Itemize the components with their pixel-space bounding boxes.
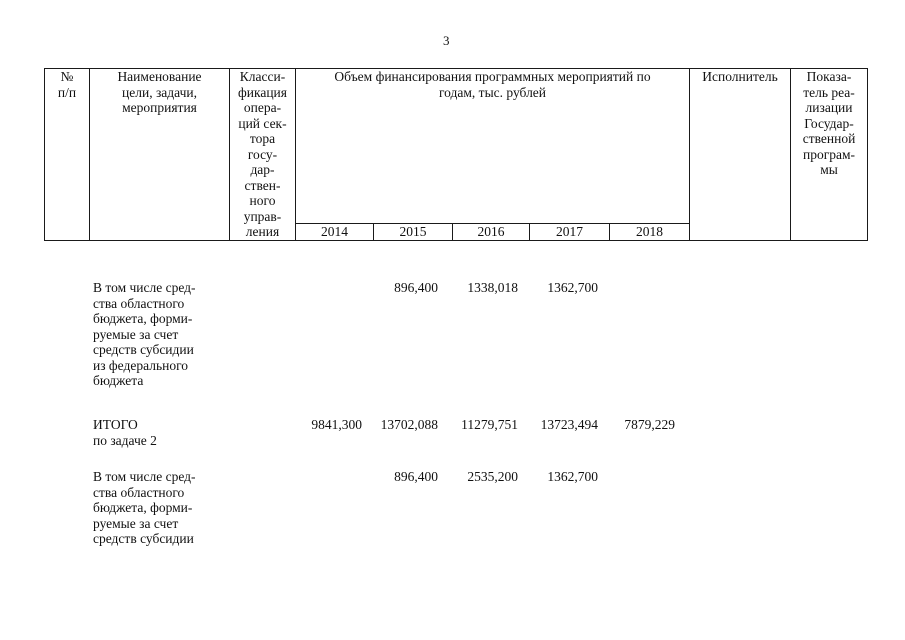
row1-value-2016: 1338,018 — [467, 280, 518, 295]
row-label-subsidy-1: В том числе сред- ства областного бюджета, форми- руемые за счет средств субсидии из федерального бюджета — [93, 280, 196, 388]
row2-value-2016: 11279,751 — [461, 417, 518, 432]
header-year-2015: 2015 — [374, 224, 453, 241]
header-col-name: Наименование цели, задачи, мероприятия — [90, 69, 230, 241]
row2-value-2017: 13723,494 — [540, 417, 598, 432]
row1-value-2017: 1362,700 — [547, 280, 598, 295]
header-year-2017: 2017 — [530, 224, 610, 241]
row3-value-2016: 2535,200 — [467, 469, 518, 484]
header-col-number: № п/п — [45, 69, 90, 241]
header-year-2014: 2014 — [296, 224, 374, 241]
row2-value-2015: 13702,088 — [380, 417, 438, 432]
header-year-2018: 2018 — [610, 224, 690, 241]
row3-value-2017: 1362,700 — [547, 469, 598, 484]
row2-value-2014: 9841,300 — [311, 417, 362, 432]
header-year-2016: 2016 — [453, 224, 530, 241]
row-label-subsidy-2: В том числе сред- ства областного бюджета, форми- руемые за счет средств субсидии — [93, 469, 196, 546]
header-col-indicator: Показа- тель реа- лизации Государ- ственной програм- мы — [791, 69, 868, 241]
page-number: 3 — [443, 33, 450, 48]
row1-value-2015: 896,400 — [394, 280, 438, 295]
header-col-funding: Объем финансирования программных мероприятий по годам, тыс. рублей — [296, 69, 690, 224]
header-col-classification: Класси- фикация опера- ций сек- тора госу- дар- ствен- ного управ- ления — [230, 69, 296, 241]
row2-value-2018: 7879,229 — [624, 417, 675, 432]
header-table — [44, 68, 868, 241]
row-label-total-task-2: ИТОГО по задаче 2 — [93, 417, 157, 448]
header-col-executor: Исполнитель — [690, 69, 791, 241]
row3-value-2015: 896,400 — [394, 469, 438, 484]
